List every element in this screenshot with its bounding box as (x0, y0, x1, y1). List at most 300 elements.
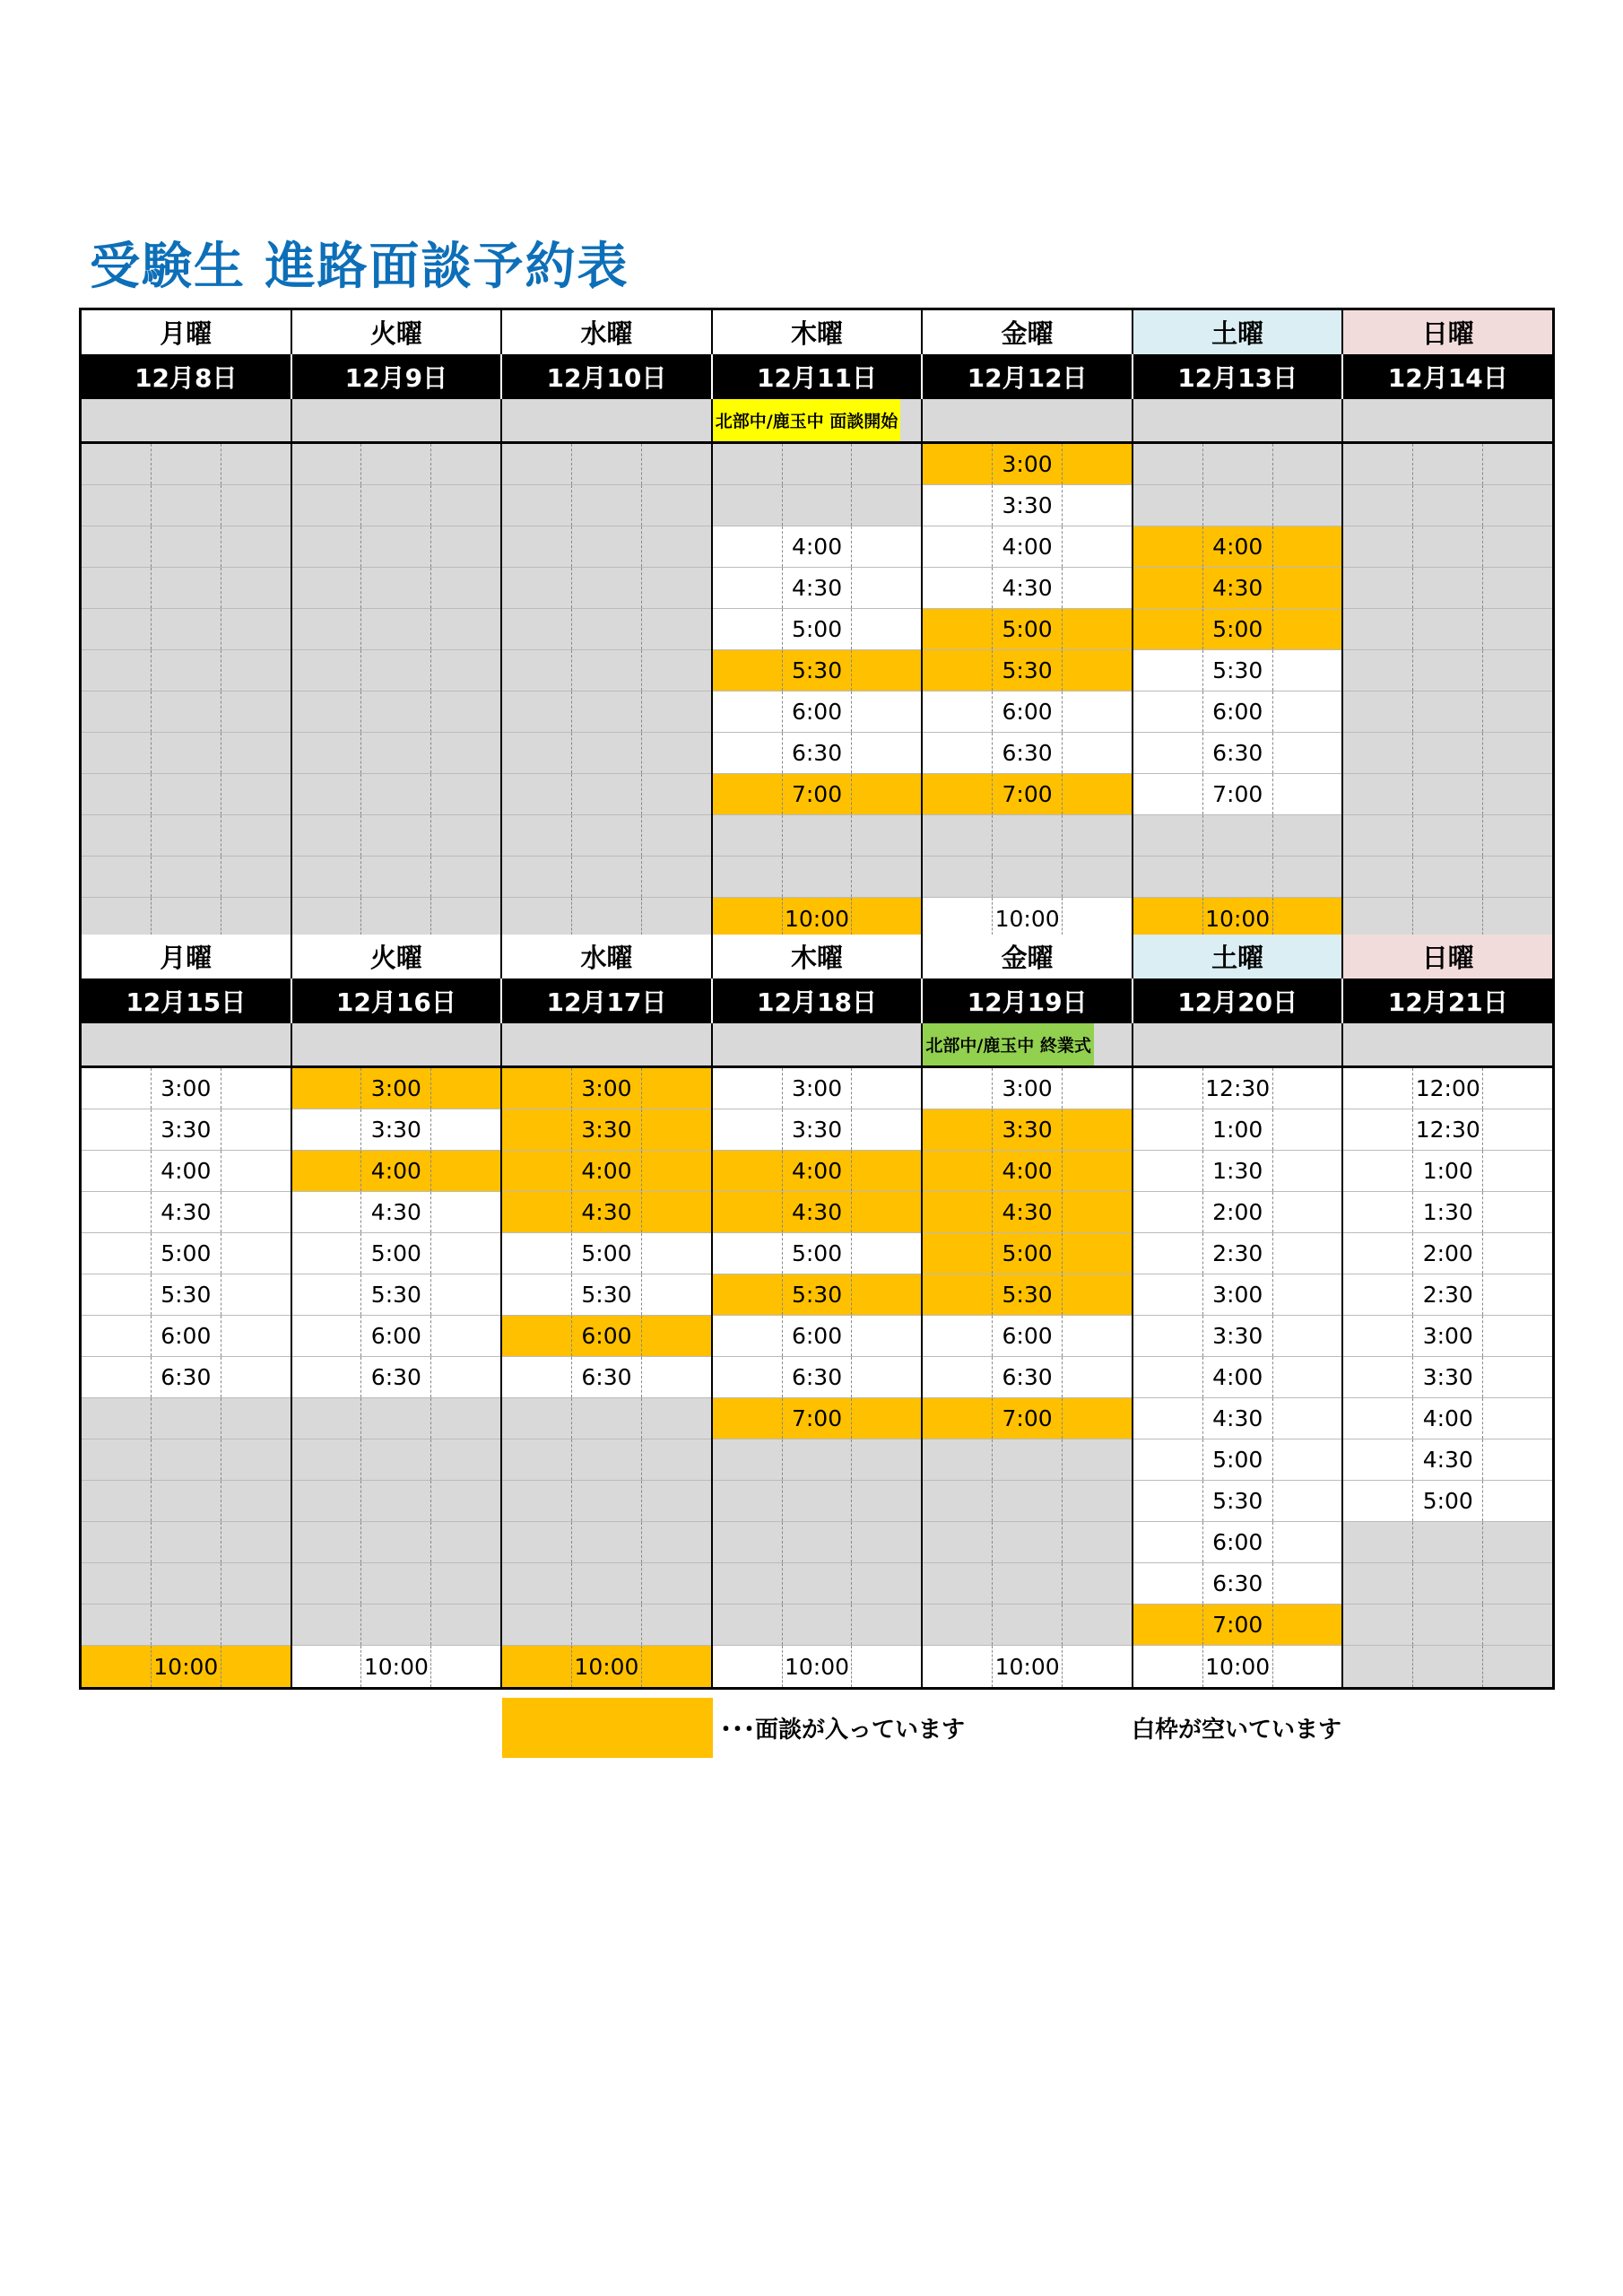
slot-subcell (1062, 568, 1132, 608)
note-cell (500, 399, 711, 441)
slot-subcell (1343, 691, 1412, 732)
slot-subcell (851, 774, 921, 814)
time-slot[interactable]: 4:30 (360, 1192, 430, 1232)
time-slot: 4:00 (992, 1151, 1062, 1191)
time-slot-row (292, 444, 501, 485)
slot-subcell (1482, 1646, 1552, 1687)
time-slot: 3:30 (992, 1109, 1062, 1150)
time-slot-row (1133, 898, 1342, 939)
time-slot-row (1343, 815, 1552, 857)
slot-subcell (221, 898, 291, 939)
time-slot-row (502, 898, 711, 939)
slot-subcell (292, 1068, 361, 1109)
day-column (1132, 1068, 1342, 1687)
time-slot-row (502, 1151, 711, 1192)
time-slot[interactable]: 10:00 (360, 1646, 430, 1687)
slot-subcell (151, 568, 221, 608)
slot-subcell (1343, 1439, 1412, 1480)
note-cell (291, 399, 501, 441)
weekday-header: 土曜 (1132, 935, 1342, 978)
slot-subcell (641, 898, 711, 939)
time-slot: 7:00 (1202, 1605, 1272, 1645)
time-slot-row (1343, 1316, 1552, 1357)
time-slot[interactable]: 6:30 (151, 1357, 221, 1397)
time-slot[interactable]: 3:30 (151, 1109, 221, 1150)
slot-subcell (923, 733, 992, 773)
slot-subcell (923, 857, 992, 897)
time-slot[interactable]: 5:00 (360, 1233, 430, 1274)
time-slot-row (1133, 1522, 1342, 1563)
slot-subcell (1272, 1481, 1342, 1521)
time-slot-row (1133, 1398, 1342, 1439)
time-slot[interactable]: 3:30 (992, 485, 1062, 526)
slot-subcell (430, 485, 500, 526)
time-slot-row (923, 815, 1132, 857)
slot-subcell (641, 857, 711, 897)
time-slot-row (82, 1605, 291, 1646)
time-slot-row (713, 857, 922, 898)
time-slot[interactable]: 2:30 (1202, 1233, 1272, 1274)
time-slot[interactable]: 6:30 (1202, 1563, 1272, 1604)
time-slot-row (713, 1563, 922, 1605)
slot-subcell (923, 444, 992, 484)
slot-subcell (1133, 1398, 1202, 1439)
slot-subcell (641, 650, 711, 691)
time-slot[interactable]: 10:00 (782, 1646, 852, 1687)
slot-subcell (923, 1316, 992, 1356)
slot-subcell (502, 774, 571, 814)
time-slot-row (292, 1605, 501, 1646)
slot-subcell (151, 733, 221, 773)
time-slot-row (1133, 774, 1342, 815)
slot-subcell (992, 1605, 1062, 1645)
time-slot[interactable]: 3:00 (1202, 1274, 1272, 1315)
slot-subcell (151, 650, 221, 691)
slot-subcell (1133, 733, 1202, 773)
time-slot-row (1343, 1522, 1552, 1563)
slot-subcell (923, 1646, 992, 1687)
time-slot[interactable]: 5:00 (782, 1233, 852, 1274)
week-table-1 (79, 308, 1555, 942)
time-slot-row (502, 1233, 711, 1274)
slot-subcell (923, 568, 992, 608)
slot-subcell (360, 815, 430, 856)
slot-subcell (360, 609, 430, 649)
time-slot-row (1343, 650, 1552, 691)
slot-subcell (82, 568, 151, 608)
time-slot[interactable]: 1:00 (1412, 1151, 1482, 1191)
time-slot-row (502, 1068, 711, 1109)
time-slot[interactable]: 1:30 (1202, 1151, 1272, 1191)
weekday-header: 火曜 (291, 935, 501, 978)
slot-subcell (1133, 1274, 1202, 1315)
slot-subcell (292, 526, 361, 567)
slot-subcell (923, 1605, 992, 1645)
time-slot[interactable]: 6:30 (782, 1357, 852, 1397)
slot-subcell (641, 526, 711, 567)
slot-subcell (1062, 1398, 1132, 1439)
slot-subcell (851, 609, 921, 649)
slot-subcell (992, 1439, 1062, 1480)
slot-subcell (851, 650, 921, 691)
time-slot-row (82, 774, 291, 815)
slot-subcell (1412, 1646, 1482, 1687)
slot-subcell (1133, 444, 1202, 484)
slot-subcell (1272, 1563, 1342, 1604)
time-slot: 3:00 (360, 1068, 430, 1109)
slot-subcell (430, 691, 500, 732)
time-slot-row (923, 1274, 1132, 1316)
time-slot: 5:00 (992, 1233, 1062, 1274)
day-column (500, 1068, 711, 1687)
slot-subcell (502, 1316, 571, 1356)
time-slot-row (502, 444, 711, 485)
slot-subcell (1482, 526, 1552, 567)
slot-subcell (571, 691, 641, 732)
time-slot-row (292, 898, 501, 939)
time-slot[interactable]: 5:00 (782, 609, 852, 649)
note-cell (291, 1023, 501, 1065)
slot-subcell (713, 1192, 782, 1232)
slot-subcell (221, 444, 291, 484)
time-slot[interactable]: 3:00 (992, 1068, 1062, 1109)
weekday-header: 日曜 (1341, 935, 1552, 978)
slot-subcell (1343, 857, 1412, 897)
time-slot: 5:00 (1202, 609, 1272, 649)
time-slot[interactable]: 12:00 (1412, 1068, 1482, 1109)
time-slot[interactable]: 4:00 (1202, 1357, 1272, 1397)
slot-subcell (1272, 774, 1342, 814)
time-slot[interactable]: 6:30 (571, 1357, 641, 1397)
time-slot[interactable]: 3:30 (1202, 1316, 1272, 1356)
time-slot-row (292, 1151, 501, 1192)
time-slot[interactable]: 4:30 (1412, 1439, 1482, 1480)
time-slot[interactable]: 10:00 (992, 898, 1062, 939)
time-slot[interactable]: 10:00 (992, 1646, 1062, 1687)
slot-subcell (1343, 1316, 1412, 1356)
time-slot: 4:30 (992, 1192, 1062, 1232)
slot-subcell (430, 1398, 500, 1439)
slot-subcell (782, 1563, 852, 1604)
slot-subcell (851, 1481, 921, 1521)
slot-subcell (221, 1233, 291, 1274)
slot-subcell (221, 691, 291, 732)
slot-subcell (713, 568, 782, 608)
time-slot-row (713, 1481, 922, 1522)
slot-subcell (292, 609, 361, 649)
slot-subcell (360, 898, 430, 939)
date-header: 12月10日 (500, 354, 711, 399)
slot-subcell (851, 1316, 921, 1356)
slot-subcell (1133, 568, 1202, 608)
slot-subcell (430, 650, 500, 691)
slot-subcell (82, 1151, 151, 1191)
slot-subcell (221, 774, 291, 814)
time-slot[interactable]: 2:00 (1202, 1192, 1272, 1232)
slot-subcell (502, 1563, 571, 1604)
slot-subcell (851, 815, 921, 856)
slot-subcell (923, 691, 992, 732)
time-slot[interactable]: 6:00 (782, 1316, 852, 1356)
slot-subcell (502, 1481, 571, 1521)
time-slot[interactable]: 5:30 (151, 1274, 221, 1315)
time-slot[interactable]: 6:00 (360, 1316, 430, 1356)
slot-subcell (82, 1646, 151, 1687)
note-label: 北部中/鹿玉中 面談開始 (713, 399, 901, 441)
slot-subcell (851, 1068, 921, 1109)
time-slot[interactable]: 4:00 (782, 526, 852, 567)
slot-subcell (713, 485, 782, 526)
slot-subcell (1482, 1605, 1552, 1645)
time-slot[interactable]: 4:30 (992, 568, 1062, 608)
day-column (1132, 444, 1342, 939)
slot-subcell (82, 1605, 151, 1645)
time-slot[interactable]: 4:00 (151, 1151, 221, 1191)
time-slot-row (713, 1357, 922, 1398)
time-slot[interactable]: 10:00 (1202, 1646, 1272, 1687)
slot-subcell (713, 1233, 782, 1274)
date-header: 12月17日 (500, 978, 711, 1023)
time-slot-row (923, 1605, 1132, 1646)
time-slot-row (713, 1192, 922, 1233)
time-slot-row (292, 1481, 501, 1522)
note-cell (82, 399, 291, 441)
time-slot[interactable]: 6:00 (1202, 691, 1272, 732)
slot-subcell (502, 1192, 571, 1232)
slot-subcell (430, 898, 500, 939)
time-slot-row (82, 444, 291, 485)
slot-subcell (1062, 650, 1132, 691)
time-slot[interactable]: 6:30 (1202, 733, 1272, 773)
time-slot-row (923, 774, 1132, 815)
weekday-header: 土曜 (1132, 310, 1342, 354)
time-slot[interactable]: 6:30 (992, 1357, 1062, 1397)
slot-subcell (1272, 733, 1342, 773)
slot-subcell (430, 1605, 500, 1645)
slot-subcell (221, 1151, 291, 1191)
time-slot-row (713, 815, 922, 857)
time-slot[interactable]: 7:00 (1202, 774, 1272, 814)
slot-subcell (1272, 1068, 1342, 1109)
time-slot[interactable]: 5:30 (360, 1274, 430, 1315)
slot-subcell (1343, 568, 1412, 608)
slot-subcell (82, 774, 151, 814)
slot-subcell (1062, 1151, 1132, 1191)
slot-subcell (1062, 1563, 1132, 1604)
time-slot-row (1343, 485, 1552, 526)
slot-subcell (360, 526, 430, 567)
slot-subcell (1482, 774, 1552, 814)
time-slot-row (502, 1192, 711, 1233)
slot-subcell (430, 774, 500, 814)
time-slot-row (1133, 1481, 1342, 1522)
slot-subcell (571, 898, 641, 939)
time-slot[interactable]: 5:30 (1202, 1481, 1272, 1521)
time-slot-row (502, 815, 711, 857)
time-slot[interactable]: 12:30 (1202, 1068, 1272, 1109)
time-slot[interactable]: 1:00 (1202, 1109, 1272, 1150)
time-slot[interactable]: 3:00 (782, 1068, 852, 1109)
time-slot[interactable]: 2:30 (1412, 1274, 1482, 1315)
time-slot[interactable]: 6:00 (782, 691, 852, 732)
slot-subcell (151, 526, 221, 567)
slot-subcell (1482, 1192, 1552, 1232)
time-slot[interactable]: 6:00 (992, 691, 1062, 732)
slot-subcell (1062, 1068, 1132, 1109)
time-slot[interactable]: 6:30 (360, 1357, 430, 1397)
slot-subcell (360, 774, 430, 814)
slot-subcell (292, 1398, 361, 1439)
slot-subcell (1482, 1481, 1552, 1521)
slot-subcell (1412, 650, 1482, 691)
note-cell (1341, 399, 1552, 441)
time-slot[interactable]: 3:00 (1412, 1316, 1482, 1356)
slot-subcell (782, 485, 852, 526)
slot-subcell (923, 1192, 992, 1232)
time-slot-row (502, 1109, 711, 1151)
slot-subcell (851, 1646, 921, 1687)
slot-subcell (923, 1439, 992, 1480)
slot-subcell (1272, 1109, 1342, 1150)
time-slot-row (713, 1646, 922, 1687)
slot-subcell (292, 898, 361, 939)
slot-subcell (1482, 1398, 1552, 1439)
slot-subcell (1133, 1068, 1202, 1109)
slot-subcell (571, 1481, 641, 1521)
slot-subcell (221, 485, 291, 526)
time-slot[interactable]: 6:30 (992, 733, 1062, 773)
time-slot-row (292, 1274, 501, 1316)
slot-subcell (1412, 526, 1482, 567)
time-slot[interactable]: 2:00 (1412, 1233, 1482, 1274)
time-slot[interactable]: 6:00 (1202, 1522, 1272, 1562)
time-slot[interactable]: 6:30 (782, 733, 852, 773)
slot-subcell (923, 1481, 992, 1521)
time-slot-row (923, 1481, 1132, 1522)
slot-subcell (360, 1398, 430, 1439)
slot-subcell (713, 1274, 782, 1315)
slot-subcell (851, 1151, 921, 1191)
time-slot-row (1133, 691, 1342, 733)
time-slot[interactable]: 3:00 (151, 1068, 221, 1109)
slot-subcell (151, 898, 221, 939)
time-slot[interactable]: 4:30 (151, 1192, 221, 1232)
time-slot[interactable]: 4:30 (782, 568, 852, 608)
time-slot-row (1343, 857, 1552, 898)
time-slot[interactable]: 5:00 (1412, 1481, 1482, 1521)
weekday-header-row (82, 935, 1552, 978)
time-slot-row (292, 1109, 501, 1151)
slot-subcell (1062, 609, 1132, 649)
time-slot[interactable]: 12:30 (1412, 1109, 1482, 1150)
time-slot-row (502, 857, 711, 898)
slot-subcell (1343, 1109, 1412, 1150)
time-slot[interactable]: 1:30 (1412, 1192, 1482, 1232)
slot-subcell (360, 444, 430, 484)
time-slot-row (292, 733, 501, 774)
slot-subcell (151, 815, 221, 856)
slot-subcell (430, 526, 500, 567)
time-slot-row (1343, 1646, 1552, 1687)
time-slot[interactable]: 5:30 (1202, 650, 1272, 691)
time-slot[interactable]: 5:00 (1202, 1439, 1272, 1480)
slot-subcell (221, 568, 291, 608)
time-slot[interactable]: 5:00 (571, 1233, 641, 1274)
time-slot-row (502, 568, 711, 609)
time-slot: 4:00 (782, 1151, 852, 1191)
slot-subcell (1133, 815, 1202, 856)
time-slot[interactable]: 5:30 (571, 1274, 641, 1315)
time-slot-row (292, 1646, 501, 1687)
slot-subcell (1412, 691, 1482, 732)
slot-subcell (571, 444, 641, 484)
slot-subcell (360, 1522, 430, 1562)
time-slot-row (502, 1398, 711, 1439)
date-header: 12月9日 (291, 354, 501, 399)
time-slot-row (923, 568, 1132, 609)
time-slot-row (1343, 1357, 1552, 1398)
time-slot-row (1133, 733, 1342, 774)
time-slot-row (82, 1151, 291, 1192)
slot-subcell (782, 857, 852, 897)
time-slot[interactable]: 4:00 (1412, 1398, 1482, 1439)
day-column (921, 444, 1132, 939)
slot-subcell (782, 1481, 852, 1521)
slot-subcell (1062, 1233, 1132, 1274)
date-header: 12月20日 (1132, 978, 1342, 1023)
slot-subcell (1482, 609, 1552, 649)
time-slot[interactable]: 3:30 (782, 1109, 852, 1150)
time-slot-row (1343, 1192, 1552, 1233)
slot-subcell (1343, 1151, 1412, 1191)
time-slot[interactable]: 3:30 (360, 1109, 430, 1150)
time-slot-row (1343, 1151, 1552, 1192)
time-slot-row (502, 1646, 711, 1687)
slot-subcell (292, 1439, 361, 1480)
slot-subcell (292, 774, 361, 814)
time-slot[interactable]: 6:00 (151, 1316, 221, 1356)
time-slot[interactable]: 3:30 (1412, 1357, 1482, 1397)
slot-subcell (641, 691, 711, 732)
time-slot[interactable]: 4:30 (1202, 1398, 1272, 1439)
date-header: 12月18日 (711, 978, 922, 1023)
time-slot-row (82, 1522, 291, 1563)
time-slot-row (82, 1357, 291, 1398)
slot-subcell (1272, 1439, 1342, 1480)
slot-subcell (430, 1646, 500, 1687)
time-slot-row (923, 485, 1132, 526)
time-slot-row (292, 568, 501, 609)
time-slot-row (292, 1233, 501, 1274)
time-slot-row (713, 1522, 922, 1563)
time-slot[interactable]: 5:00 (151, 1233, 221, 1274)
slot-subcell (1062, 1192, 1132, 1232)
slot-subcell (713, 526, 782, 567)
time-slot-row (82, 1439, 291, 1481)
time-slot[interactable]: 6:00 (992, 1316, 1062, 1356)
slot-subcell (851, 733, 921, 773)
slot-subcell (571, 1398, 641, 1439)
slot-subcell (221, 1357, 291, 1397)
slot-subcell (82, 650, 151, 691)
slot-subcell (713, 691, 782, 732)
slot-subcell (1412, 1563, 1482, 1604)
slot-subcell (151, 609, 221, 649)
time-slot[interactable]: 4:00 (992, 526, 1062, 567)
slot-subcell (713, 815, 782, 856)
time-slot-row (82, 609, 291, 650)
slot-subcell (292, 815, 361, 856)
